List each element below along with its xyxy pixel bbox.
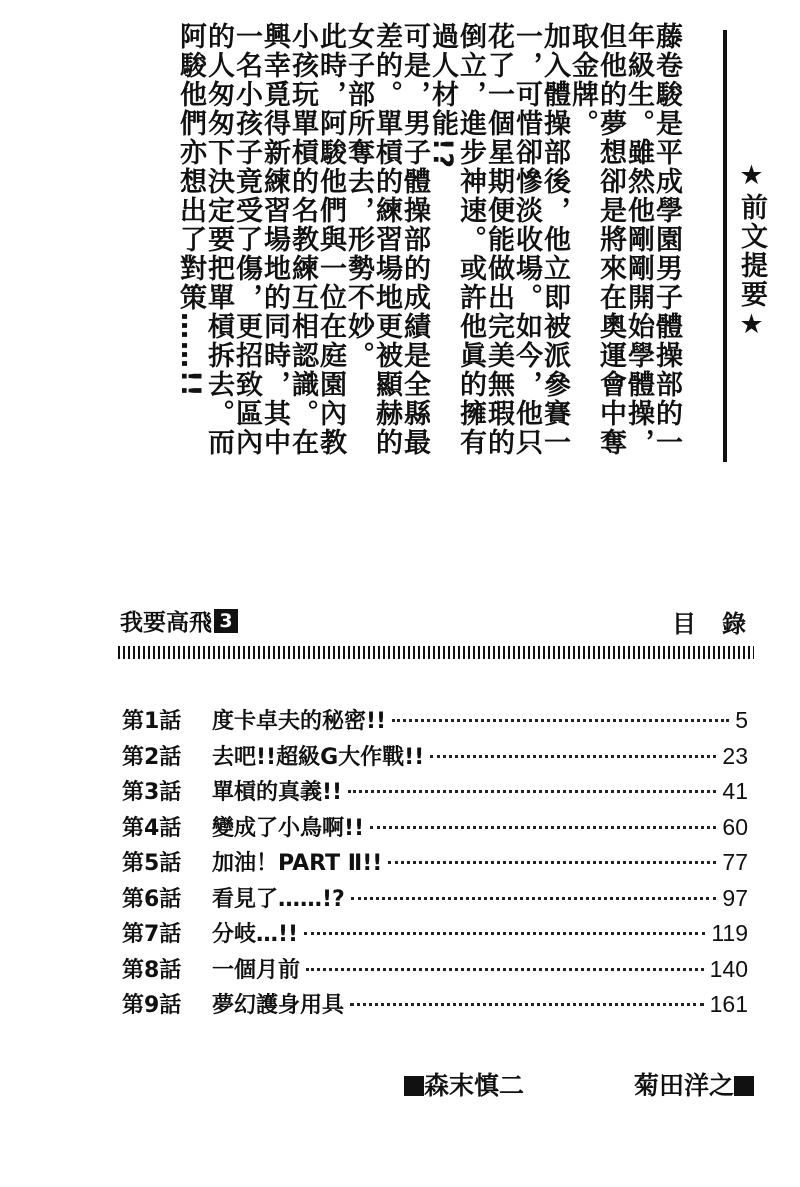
leader-dots [348, 790, 716, 793]
leader-dots [351, 897, 717, 900]
toc-row[interactable] [122, 882, 748, 918]
leader-dots [370, 826, 716, 829]
square-bullet-icon [404, 1076, 424, 1096]
chapter-page: 161 [709, 991, 748, 1017]
chapter-page: 140 [709, 955, 748, 982]
synopsis-paragraph: 加入體操部後，他立即被派參賽一一，可惜卻慘淡收場。如今，他只花了一個星期便能做出完美無瑕的倒立，進步神速。或許他眞的擁有過人材能!? [427, 22, 570, 457]
toc-row[interactable] [122, 953, 748, 989]
chapter-number: 第5話 [122, 851, 182, 876]
chapter-number: 第1話 [122, 709, 182, 734]
synopsis-body [176, 22, 680, 462]
chapter-title: 度卡卓夫的秘密!! [212, 709, 387, 734]
leader-dots [306, 968, 704, 971]
chapter-title: 一個月前 [212, 957, 301, 983]
synopsis-paragraph: 可是，男子體操部的成績是全縣最差的。單槓的練習場地更被顯赫的女子部所奪去，形勢不妙。 [343, 22, 430, 457]
chapter-title: 變成了小鳥啊!! [212, 815, 365, 841]
chapter-title: 看見了……!? [212, 886, 345, 912]
chapter-page: 41 [722, 778, 748, 804]
leader-dots [388, 861, 716, 864]
chapter-number: 第6話 [122, 886, 182, 912]
author-name: 菊田洋之 [633, 1071, 734, 1100]
chapter-title: 去吧!!超級G大作戰!! [212, 744, 425, 770]
author-name: 森末慎二 [424, 1071, 525, 1100]
leader-dots [430, 755, 716, 758]
book-title [120, 604, 238, 637]
synopsis-divider [723, 30, 727, 462]
author-credit-1 [404, 1066, 524, 1102]
chapter-number: 第8話 [122, 957, 182, 983]
synopsis-section [160, 20, 767, 460]
table-of-contents [122, 704, 748, 1024]
toc-row[interactable] [122, 740, 748, 776]
toc-row[interactable] [122, 988, 748, 1024]
authors [404, 1066, 754, 1102]
chapter-title: 分岐…!! [212, 922, 299, 947]
chapter-page: 23 [722, 742, 748, 769]
chapter-page: 5 [735, 707, 748, 733]
toc-row[interactable] [122, 917, 748, 953]
book-title-text: 我要高飛 [120, 610, 212, 636]
chapter-page: 97 [722, 884, 748, 911]
chapter-page: 119 [711, 920, 748, 946]
synopsis-paragraph: 此時，阿駿他們與一位在庭園內教小孩玩單槓的名教練互相認識。在興幸覓得新練習場地的同時，其中一名小孩子竟受了傷，更招致區內的人匆匆下決定要把單槓拆去。而阿駿他們亦想出了對策……!! [175, 22, 346, 457]
chapter-number: 第2話 [122, 744, 182, 770]
volume-badge: 3 [214, 609, 238, 633]
synopsis-paragraph: 藤卷駿是平成學園男子體操部的一年級生。雖然他剛剛開始學體操，但他的夢想卻是將來在奧運會中奪取金牌。 [567, 22, 682, 457]
chapter-title: 單槓的真義!! [212, 780, 343, 805]
chapter-number: 第9話 [122, 993, 182, 1018]
toc-row[interactable] [122, 775, 748, 811]
leader-dots [350, 1003, 704, 1006]
chapter-title: 夢幻護身用具 [212, 993, 345, 1018]
header-rule [118, 646, 754, 659]
leader-dots [304, 932, 705, 935]
chapter-page: 60 [722, 813, 748, 840]
chapter-number: 第4話 [122, 815, 182, 841]
author-credit-2 [634, 1066, 754, 1102]
toc-row[interactable] [122, 811, 748, 847]
toc-row[interactable] [122, 846, 748, 882]
toc-label: 目錄 [672, 610, 772, 638]
square-bullet-icon [734, 1076, 754, 1096]
chapter-page: 77 [722, 849, 748, 875]
chapter-number: 第7話 [122, 922, 182, 947]
leader-dots [392, 719, 729, 722]
chapter-number: 第3話 [122, 780, 182, 805]
chapter-title: 加油！PART Ⅱ!! [212, 851, 383, 876]
synopsis-heading: ★前文提要★ [736, 160, 767, 342]
toc-row[interactable] [122, 704, 748, 740]
